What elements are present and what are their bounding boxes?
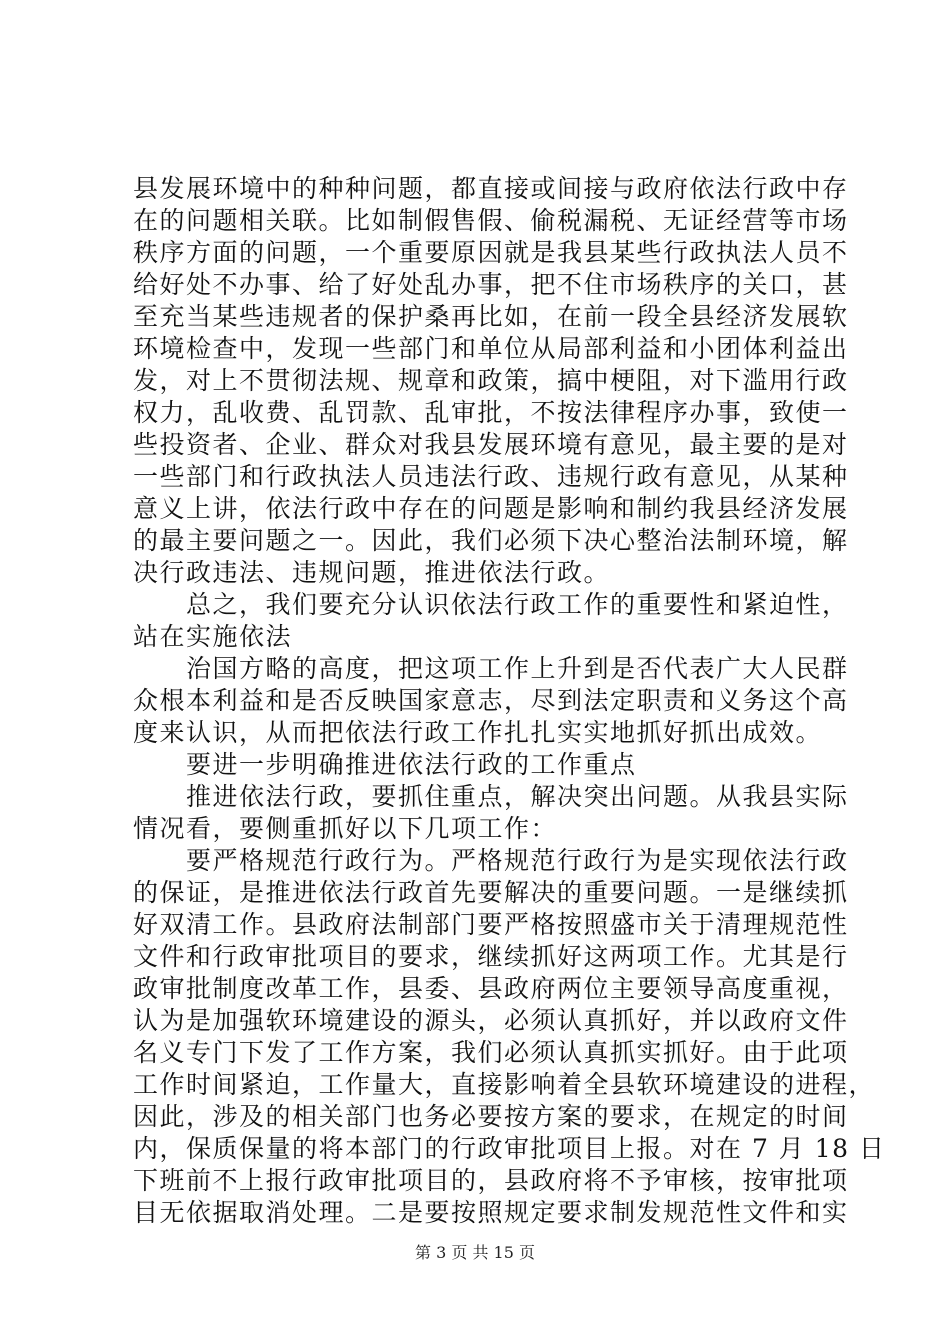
text-line: 的保证，是推进依法行政首先要解决的重要问题。一是继续抓 bbox=[133, 878, 849, 907]
text-line: 的最主要问题之一。因此，我们必须下决心整治法制环境，解 bbox=[133, 526, 849, 555]
text-line: 一些部门和行政执法人员违法行政、违规行政有意见，从某种 bbox=[133, 462, 849, 491]
text-line: 总之，我们要充分认识依法行政工作的重要性和紧迫性， bbox=[133, 590, 849, 619]
text-line: 在的问题相关联。比如制假售假、偷税漏税、无证经营等市场 bbox=[133, 206, 849, 235]
text-line: 站在实施依法 bbox=[133, 622, 293, 651]
text-line: 工作时间紧迫，工作量大，直接影响着全县软环境建设的进程， bbox=[133, 1070, 876, 1099]
text-line: 权力，乱收费、乱罚款、乱审批，不按法律程序办事，致使一 bbox=[133, 398, 849, 427]
text-line: 些投资者、企业、群众对我县发展环境有意见，最主要的是对 bbox=[133, 430, 849, 459]
text-line: 要严格规范行政行为。严格规范行政行为是实现依法行政 bbox=[133, 846, 849, 875]
text-line: 因此，涉及的相关部门也务必要按方案的要求，在规定的时间 bbox=[133, 1102, 849, 1131]
text-line: 好双清工作。县政府法制部门要严格按照盛市关于清理规范性 bbox=[133, 910, 849, 939]
text-line: 治国方略的高度，把这项工作上升到是否代表广大人民群 bbox=[133, 654, 849, 683]
text-line: 文件和行政审批项目的要求，继续抓好这两项工作。尤其是行 bbox=[133, 942, 849, 971]
text-line: 发，对上不贯彻法规、规章和政策，搞中梗阻，对下滥用行政 bbox=[133, 366, 849, 395]
text-line: 至充当某些违规者的保护桑再比如，在前一段全县经济发展软 bbox=[133, 302, 849, 331]
document-body bbox=[133, 173, 886, 1229]
text-line: 认为是加强软环境建设的源头，必须认真抓好，并以政府文件 bbox=[133, 1006, 849, 1035]
text-line: 意义上讲，依法行政中存在的问题是影响和制约我县经济发展 bbox=[133, 494, 849, 523]
text-line: 下班前不上报行政审批项目的，县政府将不予审核，按审批项 bbox=[133, 1166, 849, 1195]
text-line: 要进一步明确推进依法行政的工作重点 bbox=[133, 750, 637, 779]
page-footer: 第 3 页 共 15 页 bbox=[415, 1243, 535, 1262]
text-line: 政审批制度改革工作，县委、县政府两位主要领导高度重视， bbox=[133, 974, 849, 1003]
text-line: 县发展环境中的种种问题，都直接或间接与政府依法行政中存 bbox=[133, 174, 849, 203]
text-line: 名义专门下发了工作方案，我们必须认真抓实抓好。由于此项 bbox=[133, 1038, 849, 1067]
text-line: 推进依法行政，要抓住重点，解决突出问题。从我县实际 bbox=[133, 782, 849, 811]
text-line: 度来认识，从而把依法行政工作扎扎实实地抓好抓出成效。 bbox=[133, 718, 823, 747]
text-line: 众根本利益和是否反映国家意志，尽到法定职责和义务这个高 bbox=[133, 686, 849, 715]
text-line: 秩序方面的问题，一个重要原因就是我县某些行政执法人员不 bbox=[133, 238, 849, 267]
text-line: 内，保质保量的将本部门的行政审批项目上报。对在 7 月 18 日 bbox=[133, 1134, 886, 1163]
text-line: 情况看，要侧重抓好以下几项工作： bbox=[133, 814, 558, 843]
text-line: 决行政违法、违规问题，推进依法行政。 bbox=[133, 558, 611, 587]
text-line: 给好处不办事、给了好处乱办事，把不住市场秩序的关口，甚 bbox=[133, 270, 849, 299]
text-line: 环境检查中，发现一些部门和单位从局部利益和小团体利益出 bbox=[133, 334, 849, 363]
text-line: 目无依据取消处理。二是要按照规定要求制发规范性文件和实 bbox=[133, 1198, 849, 1227]
